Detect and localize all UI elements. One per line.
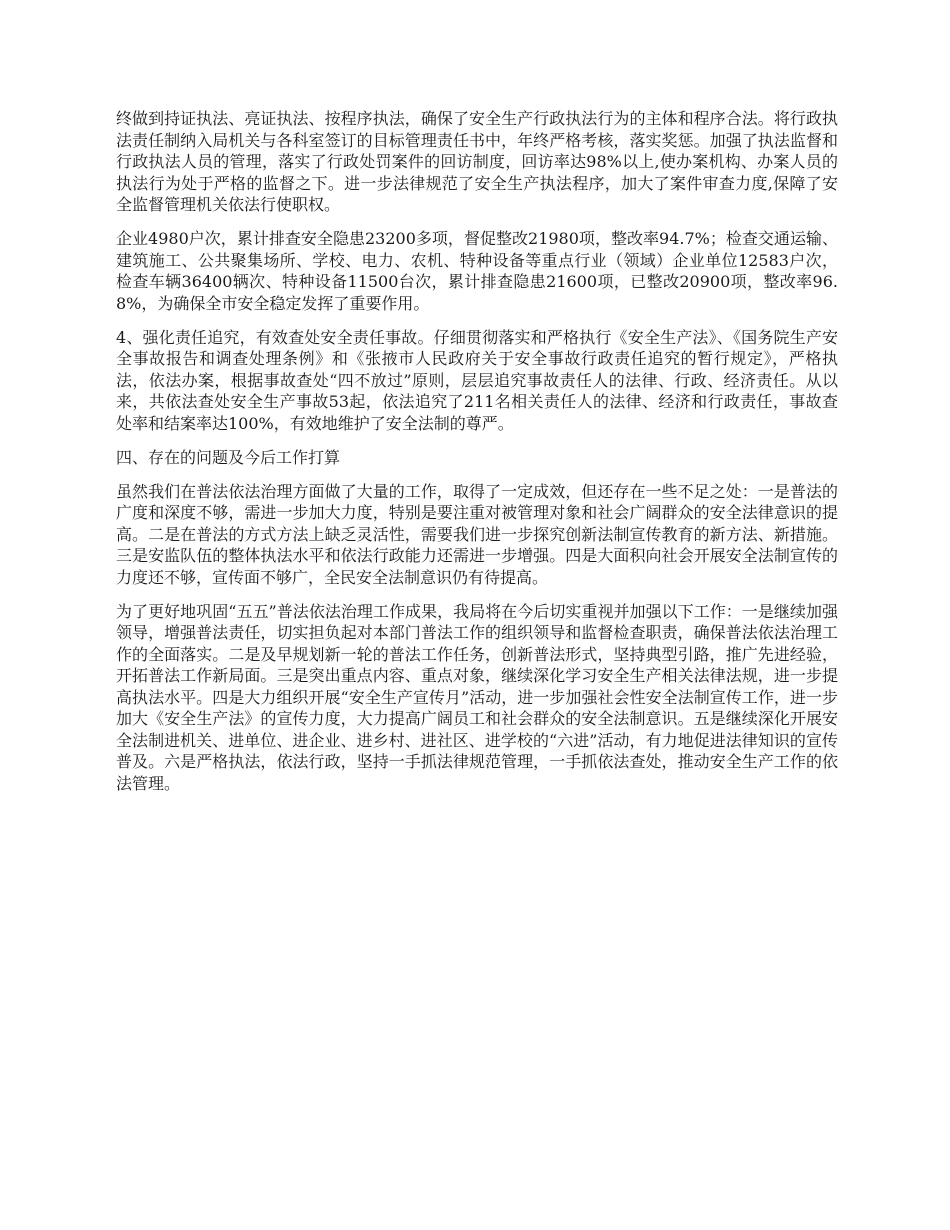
paragraph-inspection-statistics: 企业4980户次，累计排查安全隐患23200多项，督促整改21980项，整改率94.7%；检查交通运输、建筑施工、公共聚集场所、学校、电力、农机、特种设备等重点行业（领域）企业单位12583户次，检查车辆36400辆次、特种设备11500台次，累计排查隐患21600项，已整改20900项，整改率96.8%，为确保全市安全稳定发挥了重要作用。 (116, 229, 838, 313)
paragraph-problems: 虽然我们在普法依法治理方面做了大量的工作，取得了一定成效，但还存在一些不足之处：一是普法的广度和深度不够，需进一步加大力度，特别是要注重对被管理对象和社会广阔群众的安全法律意识的提高。二是在普法的方式方法上缺乏灵活性，需要我们进一步探究创新法制宣传教育的新方法、新措施。三是安监队伍的整体执法水平和依法行政能力还需进一步增强。四是大面积向社会开展安全法制宣传的力度还不够，宣传面不够广，全民安全法制意识仍有待提高。 (116, 481, 838, 587)
paragraph-law-enforcement: 终做到持证执法、亮证执法、按程序执法，确保了安全生产行政执法行为的主体和程序合法。将行政执法责任制纳入局机关与各科室签订的目标管理责任书中，年终严格考核，落实奖惩。加强了执法监督和行政执法人员的管理，落实了行政处罚案件的回访制度，回访率达98%以上,使办案机构、办案人员的执法行为处于严格的监督之下。进一步法律规范了安全生产执法程序，加大了案件审查力度,保障了安全监督管理机关依法行使职权。 (116, 109, 838, 214)
paragraph-future-work: 为了更好地巩固“五五”普法依法治理工作成果，我局将在今后切实重视并加强以下工作：一是继续加强领导，增强普法责任，切实担负起对本部门普法工作的组织领导和监督检查职责，确保普法依法治理工作的全面落实。二是及早规划新一轮的普法工作任务，创新普法形式，坚持典型引路，推广先进经验，开拓普法工作新局面。三是突出重点内容、重点对象，继续深化学习安全生产相关法律法规，进一步提高执法水平。四是大力组织开展“安全生产宣传月”活动，进一步加强社会性安全法制宣传工作，进一步加大《安全生产法》的宣传力度，大力提高广阔员工和社会群众的安全法制意识。五是继续深化开展安全法制进机关、进单位、进企业、进乡村、进社区、进学校的“六进”活动，有力地促进法律知识的宣传普及。六是严格执法，依法行政，坚持一手抓法律规范管理，一手抓依法查处，推动安全生产工作的依法管理。 (116, 601, 838, 793)
document-body (116, 108, 838, 807)
section-heading: 四、存在的问题及今后工作打算 (116, 447, 341, 467)
paragraph-accountability: 4、强化责任追究，有效查处安全责任事故。仔细贯彻落实和严格执行《安全生产法》、《国务院生产安全事故报告和调查处理条例》和《张掖市人民政府关于安全事故行政责任追究的暂行规定》，严格执法，依法办案，根据事故查处“四不放过”原则，层层追究事故责任人的法律、行政、经济责任。从以来，共依法查处安全生产事故53起，依法追究了211名相关责任人的法律、经济和行政责任，事故查处率和结案率达100%，有效地维护了安全法制的尊严。 (116, 327, 838, 433)
